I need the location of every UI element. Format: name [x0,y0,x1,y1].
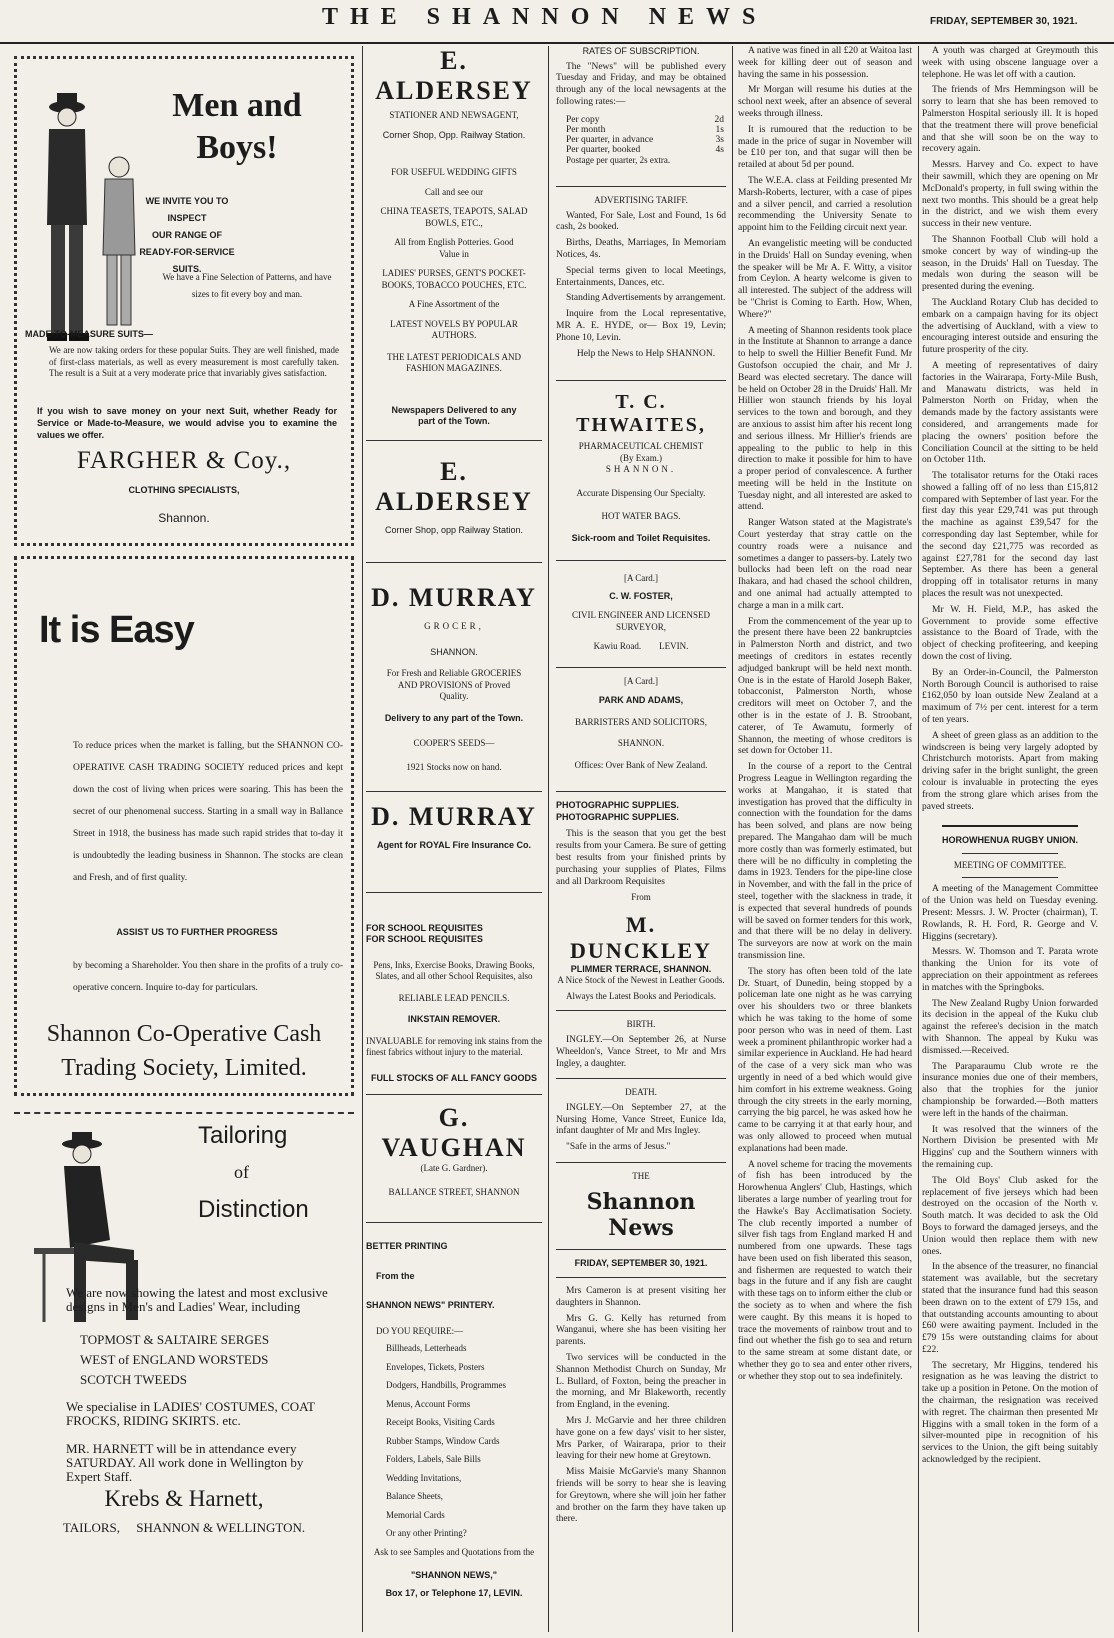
aldersey-assortment: A Fine Assortment of the [408,299,500,309]
tailor-footer: TAILORS, SHANNON & WELLINGTON. [62,1520,306,1535]
aldersey-purses: LADIES' PURSES, GENT'S POCKET-BOOKS, TOBACCO POUCHES, ETC. [381,268,527,290]
printing-samples: Ask to see Samples and Quotations from the [373,1546,535,1557]
rule [556,667,726,668]
aldersey-wedding: FOR USEFUL WEDDING GIFTS [391,167,517,177]
rate-row [556,135,726,145]
rule [556,791,726,792]
birth-heading: BIRTH. [626,1019,656,1030]
aldersey-china: CHINA TEASETS, TEAPOTS, SALAD BOWLS, ETC., [380,206,528,228]
printing-item: Memorial Cards [386,1509,445,1520]
news-paragraph: Mr Morgan will resume his duties at the school next week, after an absence of several weeks through illness. [738,85,912,119]
men-heading: Men and [172,87,302,124]
park-shannon: SHANNON. [617,738,665,749]
coop-name-line2: Trading Society, Limited. [61,1055,307,1081]
news-paragraph: Ranger Watson stated at the Magistrate's Court yesterday that stray cattle on the country roads were a nuisance and sometimes a danger to passers-by. Lately two bullocks had been left on the road near Ihakara, and had chased the school children, and one animal had actually attempted to charge a man in a milk cart. [738,518,912,611]
news-paragraph: The W.E.A. class at Feilding presented Mr Marsh-Roberts, lecturer, with a case of pipes and a silver pencil, and carried a resolution recommending the University Senate to appoint him to the Feilding circuit next year. [738,175,912,234]
school-heading-1: FOR SCHOOL REQUISITES [366,922,483,933]
printing-item: Billheads, Letterheads [386,1343,467,1353]
rate-label: Per quarter, booked [566,144,641,155]
rates-table [556,115,726,155]
news-paragraph: Two services will be conducted in the Shannon Methodist Church on Sunday, Mr L. Bullard, of Foxton, being the preacher in the morning, and Mr Blakeworth, recently from England, in the evening. [556,1353,726,1411]
photo-heading-2: PHOTOGRAPHIC SUPPLIES. [556,811,679,822]
murray-grocer: GROCER, [424,621,484,631]
thwaites-name: T. C. THWAITES, [576,391,706,437]
murray-name-2: D. MURRAY [371,802,537,831]
column-rule [732,46,733,1632]
news-paragraph: Messrs. W. Thomson and T. Parata wrote thanking the Union for its vote of appreciation on their appointment as referees in matches with the Springboks. [922,947,1098,993]
coop-name-line1: Shannon Co-Operative Cash [46,1021,322,1047]
murray-seeds: COOPER'S SEEDS— [413,738,495,748]
rugby-heading: HOROWHENUA RUGBY UNION. [941,835,1078,846]
rule [556,1162,726,1163]
murray-stocks: 1921 Stocks now on hand. [406,761,502,772]
dunckley-address: PLIMMER TERRACE, SHANNON. [570,963,712,974]
masthead [0,0,1114,44]
printing-item: Balance Sheets, [386,1491,443,1501]
tailor-item-serges: TOPMOST & SALTAIRE SERGES [80,1332,270,1347]
aldersey-call: Call and see our [424,186,484,197]
news-paragraph: Mrs G. G. Kelly has returned from Wanganui, where she has been visiting her parents. [556,1313,726,1348]
foster-name: C. W. FOSTER, [609,590,673,601]
news-paragraph: A youth was charged at Greymouth this week with using obscene language over a telephone. He was let off with a caution. [922,46,1098,80]
aldersey-address: Corner Shop, Opp. Railway Station. [382,129,526,140]
news-paragraph: Mrs J. McGarvie and her three children have gone on a few days' visit to her sister, Mrs Parker, of Wairarapa, prior to their leaving for their new home at Greytown. [556,1415,726,1462]
it-is-easy-assist: ASSIST US TO FURTHER PROGRESS [116,927,278,937]
news-paragraph: A meeting of Shannon residents took place in the Institute at Shannon to arrange a dance to help to swell the Hillier Benefit Fund. Mr Gustofson occupied the chair, and Mr J. Beard was elected secretary. The dance will be held on October 28 in the Druids' Hall. Mr Hillier won staunch friends by his loyal services to the town and borough, and they are anxious to assist him after his recent long and serious illness. Mr Hillier's friends are appealing to the public to help in this direction to make it possible for him to have a proper period of convalescence. A further meeting will be held in the Institute on Tuesday night, and all interested are asked to attend. [738,325,912,513]
school-heading-2: FOR SCHOOL REQUISITES [366,934,483,944]
news-paragraph: The Old Boys' Club asked for the replacement of five jerseys which had been destroyed on the occasion of the North v. South match. It was decided to ask the Old Boys to forward the damaged jerseys, and the Union would then replace them with new ones. [922,1175,1098,1257]
printing-list [366,1343,542,1540]
rule [366,791,542,792]
rugby-report [922,884,1098,1466]
news-paragraph: The friends of Mrs Hemmingson will be sorry to learn that she has been removed to Palmerston Hospital seriously ill. It is hoped that the treatment there will prove beneficial and that she will soon be on the way to recovery again. [922,85,1098,155]
printing-item: Dodgers, Handbills, Programmes [386,1380,506,1390]
rate-label: Per copy [566,114,600,125]
of-heading: of [234,1162,249,1182]
rule [556,1277,726,1278]
school-items: Pens, Inks, Exercise Books, Drawing Books, Slates, and all other School Requisites, also [373,959,535,981]
dunckley-leather: A Nice Stock of the Newest in Leather Goods. [557,975,725,986]
rule [556,186,726,187]
foster-engineer: CIVIL ENGINEER AND LICENSED SURVEYOR, [572,610,710,632]
foster-card: [A Card.] [624,573,658,584]
rate-row [556,145,726,155]
park-barristers: BARRISTERS AND SOLICITORS, [574,716,708,727]
rule [942,825,1078,827]
news-paragraph: A novel scheme for tracing the movements of fish has been introduced by the Horowhenua Anglers' Club, Hastings, which liberates a large number of yearling trout for the Hawke's Bay Acclimatisation Society. The club recently imported a number of silver fish tags from England marked H and numbered from one upwards. These tags have been used on fish liberated this season, and fishermen are requested to watch their bags in the future and if any fish are caught with these tags on to inform either the club or the society as to when and where the fish were caught. By this means it is hoped to trace the movements of rainbow trout and to find out whether the fish go to sea and return to the same stream at some distant date, or whether they go to sea and enter other rivers, or whether they stop out to sea indefinitely. [738,1159,912,1382]
printing-box: Box 17, or Telephone 17, LEVIN. [385,1587,523,1598]
fargher-firm: FARGHER & Coy., [76,447,292,474]
issue-date-inline: FRIDAY, SEPTEMBER 30, 1921. [574,1257,708,1268]
tailor-harnett: MR. HARNETT will be in attendance every SATURDAY. All work done in Wellington by Expert Staff. [66,1441,304,1484]
column-3 [556,46,726,1632]
rule [962,877,1058,878]
tariff-births: Births, Deaths, Marriages, In Memoriam Notices, 4s. [556,238,726,261]
news-paragraph: A native was fined in all £20 at Waitoa last week for killing deer out of season and having the same in his possession. [738,46,912,80]
rate-price: 4s [715,144,724,155]
column-rule [362,46,363,1632]
news-paragraph: In the course of a report to the Central Progress League in Wellington regarding the works at Mangahao, it is stated that investigation has proved that the difficulty in connection with the foundation for the dams has been solved, and plans are now being prepared. The Mangahao dam will be much more costly than was formerly estimated, but there will be no difficulty in completing the dams in 1923. Tenders for the pipe-line close in November, and with the fall in the price of steel, together with the slackness in trade, it is expected that several hundreds of pounds will be saved on former tenders for this work, and that there will be no delay in delivery. The surveyors are now at work on the main transmission line. [738,762,912,961]
it-is-easy-shareholder: by becoming a Shareholder. You then share in the profits of a truly co-operative concern. Inquire to-day for particulars. [73,961,343,993]
dunckley-books: Always the Latest Books and Periodicals. [566,990,716,1001]
tailor-top-rule [14,1112,354,1114]
printing-news: "SHANNON NEWS," [410,1570,498,1580]
tariff-help: Help the News to Help SHANNON. [576,348,716,359]
vaughan-address: BALLANCE STREET, SHANNON [388,1186,520,1197]
rate-price: 2d [714,114,724,125]
park-offices: Offices: Over Bank of New Zealand. [574,759,708,770]
rate-label: Per month [566,124,606,135]
printing-item: Wedding Invitations, [386,1472,462,1483]
tariff-special: Special terms given to local Meetings, Entertainments, Dances, etc. [556,265,726,288]
ad-men-and-boys [14,56,354,546]
news-paragraph: By an Order-in-Council, the Palmerston North Borough Council is authorised to raise £162,050 by loan outside New Zealand at a maximum of 7½ per cent. interest for a term of ten years. [922,667,1098,726]
news-paragraph: It is rumoured that the reduction to be made in the price of sugar in November will be £10 per ton, and that sugar will then be retailed at about 5d per pound. [738,124,912,171]
tariff-heading: ADVERTISING TARIFF. [594,195,688,206]
rule [366,562,542,563]
photo-body: This is the season that you get the best results from your Camera. Be sure of getting best results from your finished prints by purchasing your supplies of Plates, Films and all Darkroom Requisites [556,829,726,887]
local-news [556,1286,726,1526]
tariff-standing: Standing Advertisements by arrangement. [566,293,726,304]
it-is-easy-heading: It is Easy [39,609,194,651]
death-notice: INGLEY.—On September 27, at the Nursing Home, Vance Street, Eunice Ida, infant daughter of Mr and Mrs Ingley. [556,1102,726,1137]
thwaites-bags: HOT WATER BAGS. [601,511,681,522]
aldersey-potteries: All from English Potteries. Good Value in [394,237,514,259]
column-4 [738,46,912,1632]
rate-price: 3s [715,134,724,145]
distinction-heading: Distinction [198,1196,309,1223]
column-rule [548,46,549,1632]
school-inkstain: INKSTAIN REMOVER. [407,1014,501,1024]
issue-date: FRIDAY, SEPTEMBER 30, 1921. [930,16,1078,27]
rule [556,1249,726,1250]
news-paragraph: Mr W. H. Field, M.P., has asked the Government to provide some effective assistance to the Board of Trade, with the object of checking profiteering, and keeping down the cost of living. [922,604,1098,663]
ad-men-line1: WE INVITE YOU TO INSPECT [145,196,229,223]
aldersey-delivered: Newspapers Delivered to any part of the Town. [391,404,517,426]
thwaites-chemist: PHARMACEUTICAL CHEMIST [578,441,704,452]
fargher-clothing: CLOTHING SPECIALISTS, [128,485,240,495]
column-5-news [922,46,1098,813]
krebs-harnett-firm: Krebs & Harnett, [104,1486,264,1511]
news-paragraph: The Shannon Football Club will hold a smoke concert by way of winding-up the season, in the Druids' Hall on Tuesday. The medals won during the season will be presented during the evening. [922,234,1098,293]
column-rule [918,46,919,1632]
printing-from: From the [376,1270,415,1281]
thwaites-dispensing: Accurate Dispensing Our Specialty. [576,487,706,498]
foster-address: Kawiu Road. LEVIN. [593,641,689,652]
tariff-inquire: Inquire from the Local representative, MR A. E. HYDE, or— Box 19, Levin; Phone 10, Levin. [556,309,726,343]
ad-men-advice: If you wish to save money on your next Suit, whether Ready for Service or Made-to-Measure, we would advise you to examine the values we offer. [37,406,337,440]
news-paragraph: The secretary, Mr Higgins, tendered his resignation as he was leaving the district to take up a position in Petone. On the motion of the chairman, the resignation was received with regret. The chairman then presented Mr Higgins with a small token in the form of a silver-mounted pipe in recognition of his services to the Union, the gift being suitably acknowledged by the recipient. [922,1360,1098,1466]
rule [366,1222,542,1223]
tailor-item-worsteds: WEST of ENGLAND WORSTEDS [80,1352,269,1367]
thwaites-shannon: SHANNON. [605,464,677,475]
rule [556,1078,726,1079]
news-paragraph: A meeting of representatives of dairy factories in the Wairarapa, Forty-Mile Bush, and Manawatu districts, was held in Palmerston North on Friday, when the demands made by the factory assistants were considered, and arrangements made for placing the owners' position before the Conciliation Council at the sitting to be held on October 11th. [922,360,1098,466]
rates-postage: Postage per quarter, 2s extra. [566,154,671,165]
printing-item: Rubber Stamps, Window Cards [386,1435,500,1446]
tailor-item-tweeds: SCOTCH TWEEDS [80,1372,188,1387]
rate-row [556,125,726,135]
school-fancy-goods: FULL STOCKS OF ALL FANCY GOODS [370,1072,537,1083]
park-name: PARK AND ADAMS, [598,695,684,706]
news-paragraph: A sheet of green glass as an addition to the windscreen is being very largely adopted by Christchurch motorists. Apart from making driving safer in the bright sunlight, the green colour is invaluable in protecting the eyes from the strong glare which arises from the paved streets. [922,730,1098,812]
the-label: THE [632,1171,650,1182]
vaughan-late: (Late G. Gardner). [420,1163,488,1173]
rule [962,853,1058,854]
printing-item: Folders, Labels, Sale Bills [386,1454,481,1464]
printing-item: Or any other Printing? [386,1528,467,1538]
murray-groceries: For Fresh and Reliable GROCERIES AND PROVISIONS of Proved Quality. [386,668,522,701]
aldersey-name: E. ALDERSEY [375,46,533,105]
ad-men-made-to-measure: MADE-TO-MEASURE SUITS— [25,329,153,339]
tailor-specialise: We specialise in LADIES' COSTUMES, COAT FROCKS, RIDING SKIRTS. etc. [66,1399,315,1428]
rule [556,1010,726,1011]
shannon-news-title: Shannon News [586,1188,696,1241]
news-paragraph: An evangelistic meeting will be conducted in the Druids' Hall on Sunday evening, when the speaker will be Mr A. F. Witty, a visitor from Ceylon. A hearty welcome is given to all interested. The subject of the address will be "Christ is Coming to Earth. How, When, Where?" [738,238,912,320]
rule [366,440,542,441]
photo-heading-1: PHOTOGRAPHIC SUPPLIES. [556,800,679,811]
news-paragraph: Mrs Cameron is at present visiting her daughters in Shannon. [556,1286,726,1308]
news-paragraph: A meeting of the Management Committee of the Union was held on Tuesday evening. Present: Messrs. J. W. Procter (chairman), T. Rowlands, R. H. Ford, R. George and V. Higgins (secretary). [922,884,1098,942]
thwaites-exam: (By Exam.) [620,452,662,463]
ad-men-line3: READY-FOR-SERVICE SUITS. [139,247,235,274]
aldersey-periodicals: THE LATEST PERIODICALS AND FASHION MAGAZINES. [386,351,522,373]
rate-row [556,115,726,125]
printing-item: Envelopes, Tickets, Posters [386,1361,485,1372]
news-paragraph: The Paraparaumu Club wrote re the insurance monies due one of their members, also that the trophies for the junior championship be forwarded.—Both matters were left in the hands of the chairman. [922,1061,1098,1119]
aldersey-address-2: Corner Shop, opp Railway Station. [384,524,524,535]
ad-men-selection: We have a Fine Selection of Patterns, and have sizes to fit every boy and man. [162,272,332,299]
rugby-subheading: MEETING OF COMMITTEE. [953,859,1067,870]
ad-men-line2: OUR RANGE OF [151,230,222,240]
death-heading: DEATH. [625,1087,657,1098]
birth-notice: INGLEY.—On September 26, at Nurse Wheeldon's, Vance Street, to Mr and Mrs Ingley, a daughter. [556,1034,726,1069]
thwaites-toilet: Sick-room and Toilet Requisites. [571,532,711,543]
aldersey-name-2: E. ALDERSEY [375,456,533,516]
news-paragraph: The Auckland Rotary Club has decided to embark on a campaign having for its object the advertising of Auckland, with a view to encouraging interest outside and ensuring the future prosperity of the city. [922,297,1098,356]
news-paragraph: In the absence of the treasurer, no financial statement was available, but the secretary stated that the insurance fund had this season been drawn on to the extent of £79 15s, and that outstanding accounts amounting to about £60 were awaiting payment. Included in the £79 15s were outstanding claims for about £22. [922,1262,1098,1355]
tailoring-heading: Tailoring [198,1122,288,1149]
news-paragraph: It was resolved that the winners of the Northern Division be presented with Mr Higgins' cup and the Southern winners with the remaining cup. [922,1124,1098,1170]
ad-it-is-easy [14,556,354,1096]
murray-insurance: Agent for ROYAL Fire Insurance Co. [376,840,532,850]
tariff-wanted: Wanted, For Sale, Lost and Found, 1s 6d cash, 2s booked. [556,210,726,233]
school-invaluable: INVALUABLE for removing ink stains from the finest fabrics without injury to the material. [366,1035,542,1057]
rate-label: Per quarter, in advance [566,134,654,145]
park-card: [A Card.] [624,675,658,686]
news-paragraph: From the commencement of the year up to the present there have been 22 bankruptcies in Palmerston North and district, and two meetings of creditors in estates recently adjudged bankrupt will be held next month. One is in the estate of Harold Joseph Baker, tobacconist, Palmerston North, whose creditors will meet on October 7, and the other is in the estate of J. B. Stroobant, caterer, of Te Awamutu, formerly of Shannon, the meeting of whose creditors is set down for October 11. [738,616,912,757]
news-paragraph: The story has often been told of the late Dr. Stuart, of Dunedin, being stopped by a policeman late one night as he was carrying over his shoulders two or three blankets which he was taking to the home of some poor person who was in need of them. Last week a prominent philanthropic worker had a similar experience in Auckland. He had heard of the case of a very sick man who was urgently in need of a bed which would give him comfort in his extreme weakness. Going through the city streets in the early morning, carrying the big parcel, he was asked how he came to be carrying it at that early hour, and was only allowed to proceed when mutual explanations had been made. [738,966,912,1154]
it-is-easy-body: To reduce prices when the market is falling, but the SHANNON CO-OPERATIVE CASH TRADING SOCIETY reduced prices and kept down the cost of living when prices were soaring. This has been the secret of our phenomenal success. Starting in a small way in Ballance Street in 1918, the business has made such rapid strides that to-day it is undoubtedly the leading business in Shannon. The stocks are clean and Fresh, and of first quality. [73,741,343,883]
news-paragraph: The New Zealand Rugby Union forwarded its decision in the appeal of the Kuku club against the referee's decision in the match with Shannon. The appeal by Kuku was dismissed.—Received. [922,998,1098,1056]
news-paragraph: Miss Maisie McGarvie's many Shannon friends will be sorry to hear she is leaving for Greytown, where she will join her father and brother on the farm they have taken up there. [556,1467,726,1525]
printing-require: DO YOU REQUIRE:— [376,1325,464,1336]
boys-heading: Boys! [196,129,278,166]
ad-men-orders: We are now taking orders for these popular Suits. They are well finished, made of first-class materials, as well as every measurement is most carefully taken. The result is a Suit at a very moderate price that invariably gives satisfaction. [49,345,339,378]
ad-tailoring [14,1100,354,1630]
printing-item: Receipt Books, Visiting Cards [386,1417,495,1427]
photo-from: From [631,892,651,903]
rule [366,1094,542,1095]
dunckley-name: M. DUNCKLEY [570,911,712,963]
murray-shannon: SHANNON. [430,646,478,657]
aldersey-trade: STATIONER AND NEWSAGENT, [389,110,519,120]
death-verse: "Safe in the arms of Jesus." [566,1142,671,1153]
rule [366,892,542,893]
vaughan-name: G. VAUGHAN [381,1103,527,1162]
murray-delivery: Delivery to any part of the Town. [384,712,524,723]
aldersey-novels: LATEST NOVELS BY POPULAR AUTHORS. [390,318,518,340]
fargher-shannon: Shannon. [158,511,210,525]
rate-price: 1s [715,124,724,135]
column-5 [922,46,1098,1632]
rule [556,560,726,561]
printing-item: Menus, Account Forms [386,1398,471,1409]
printing-printery: SHANNON NEWS" PRINTERY. [366,1300,495,1310]
rates-intro: The "News" will be published every Tuesday and Friday, and may be obtained through any of the local newsagents at the following rates:— [556,61,726,107]
murray-name: D. MURRAY [371,583,537,612]
rule [556,380,726,381]
news-paragraph: Messrs. Harvey and Co. expect to have their sawmill, which they are opening on Mr McDonald's property, in full swing within the next two months. This should be a great help in the district, and we wish them every success in their new venture. [922,160,1098,230]
newspaper-title: THE SHANNON NEWS [322,4,768,30]
school-pencils: RELIABLE LEAD PENCILS. [398,992,510,1003]
rates-heading: RATES OF SUBSCRIPTION. [582,46,700,56]
tailor-intro: We are now showing the latest and most exclusive designs in Men's and Ladies' Wear, including [66,1285,328,1314]
printing-heading: BETTER PRINTING [366,1241,448,1251]
column-2 [366,46,542,1632]
news-paragraph: The totalisator returns for the Otaki races showed a falling off of no less than £15,812 compared with September of last year. For the first day this year £29,741 was put through the machine as against £39,547 for the corresponding day last September, while for the second day £21,775 was recorded as against £27,781 for the second day last September. As there has been a general dropping off in totalisator returns in many places the result was not unexpected. [922,471,1098,600]
